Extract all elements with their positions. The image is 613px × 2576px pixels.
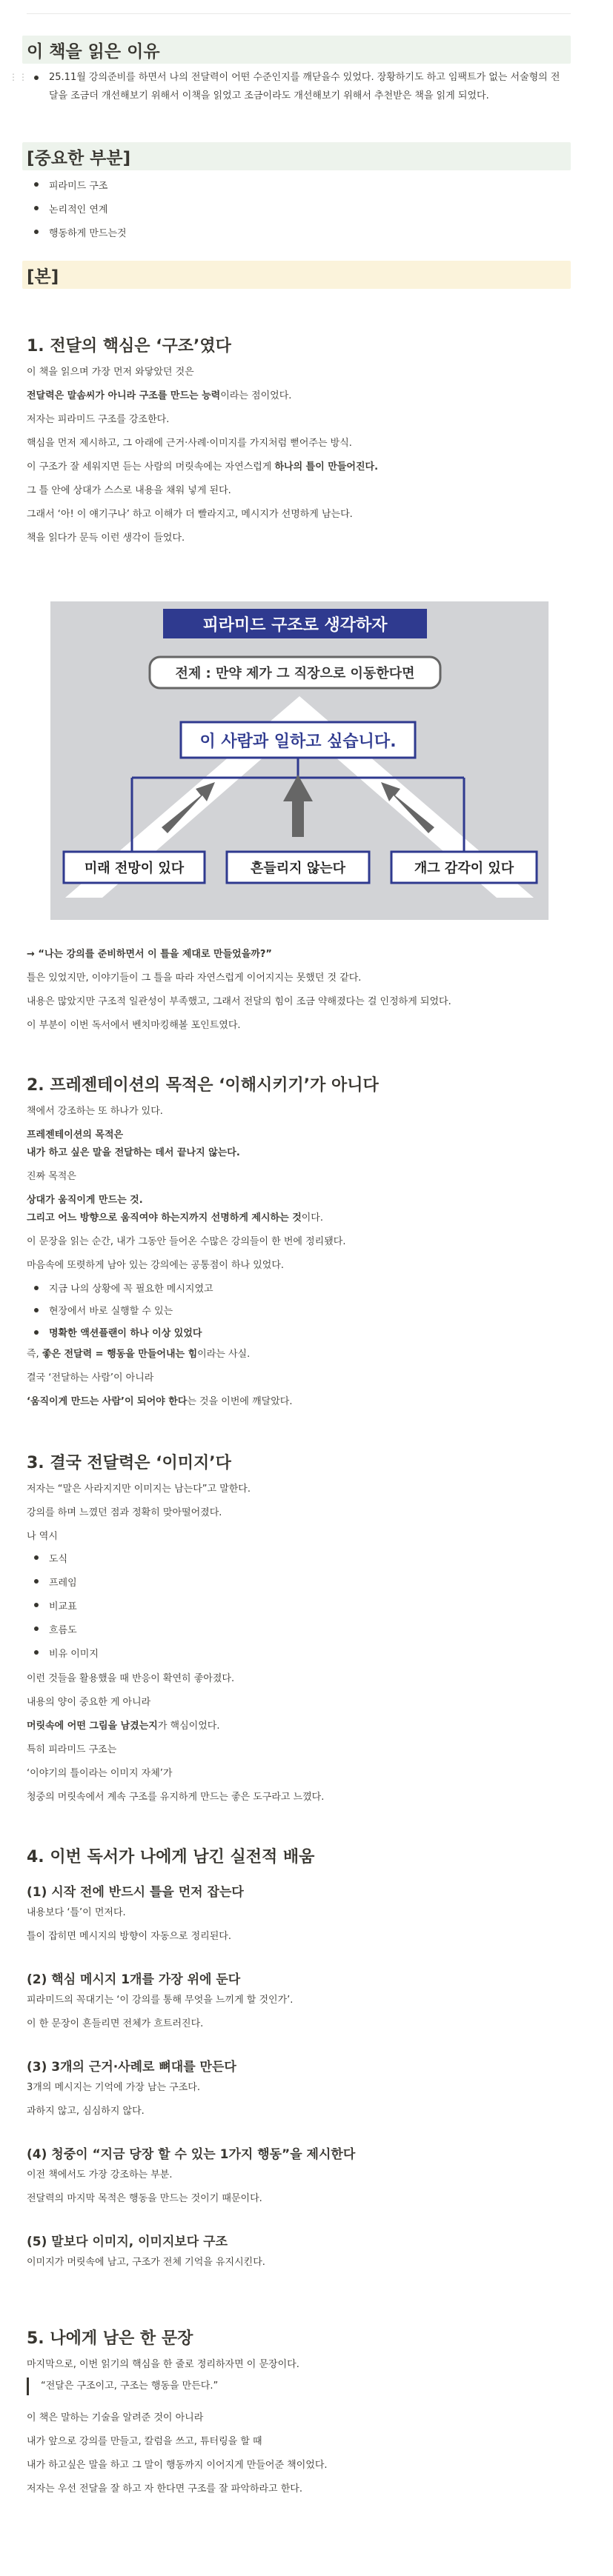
list-item: 논리적인 연계 <box>27 198 127 222</box>
list-item: 흐름도 <box>27 1619 99 1643</box>
list-item: 행동하게 만드는것 <box>27 222 127 246</box>
s2-line-6-bold: 그리고 어느 방향으로 움직여야 하는지까지 선명하게 제시하는 것 <box>27 1212 302 1224</box>
s3-line-6-bold: 머릿속에 어떤 그림을 남겼는지 <box>27 1721 158 1732</box>
pyramid-diagram-svg <box>50 601 549 920</box>
list-item: 현장에서 바로 실행할 수 있는 <box>27 1301 213 1323</box>
callout-body-title <box>22 261 571 289</box>
s4-sub-3: (3) 3개의 근거·사례로 뼈대를 만든다 <box>27 2060 236 2075</box>
top-divider <box>27 13 571 14</box>
reason-title: 이 책을 읽은 이유 <box>27 41 160 61</box>
s4-sub-4-line-1: 이전 책에서도 가장 강조하는 부분. <box>27 2169 173 2180</box>
s3-bullets <box>27 1548 99 1666</box>
premise-text: 전제 : 만약 제가 그 직장으로 이동한다면 <box>175 666 415 681</box>
s5-line-2: 이 책은 말하는 기술을 알려준 것이 아니라 <box>27 2412 204 2423</box>
reason-bullet: 25.11월 강의준비를 하면서 나의 전달력이 어떤 수준인지를 깨닫을수 있었다. 장황하기도 하고 임팩트가 없는 서술형의 전달을 조금더 개선해보기 위해서 이책을 읽었고 조금이라도 개선해보기 위해서 추천받은 책을 읽게 되었다. <box>27 68 560 105</box>
s3-line-7: 특히 피라미드 구조는 <box>27 1744 117 1755</box>
s3-line-5: 내용의 양이 중요한 게 아니라 <box>27 1697 151 1708</box>
s1-line-4: 핵심을 먼저 제시하고, 그 아래에 근거·사례·이미지를 가지처럼 뻗어주는 방식. <box>27 438 352 449</box>
s2-line-5: 상대가 움직이게 만드는 것. <box>27 1195 143 1206</box>
reason-text-2: 흔들리지 않는다 <box>251 861 345 876</box>
s4-sub-2-line-2: 이 한 문장이 흔들리면 전체가 흐트러진다. <box>27 2018 204 2029</box>
body-title: [본] <box>27 267 59 287</box>
s3-line-4: 이런 것들을 활용했을 때 반응이 확연히 좋아졌다. <box>27 1673 235 1684</box>
list-item: 피라미드 구조 <box>27 175 127 198</box>
pyramid-diagram-image <box>50 601 549 920</box>
callout-reason-title <box>22 36 571 64</box>
s1-line-7: 그래서 ‘아! 이 얘기구나’ 하고 이해가 더 빨라지고, 메시지가 선명하게 남는다. <box>27 509 353 520</box>
s4-sub-2-line-1: 피라미드의 꼭대기는 ‘이 강의를 통해 무엇을 느끼게 할 것인가’. <box>27 1995 294 2006</box>
s1-line-5 <box>27 461 571 474</box>
s1-line-2-rest: 이라는 점이었다. <box>220 390 292 401</box>
s2-line-8: 마음속에 또렷하게 남아 있는 강의에는 공통점이 하나 있었다. <box>27 1260 285 1271</box>
section-2-heading: 2. 프레젠테이션의 목적은 ‘이해시키기’가 아니다 <box>27 1076 379 1095</box>
s3-line-6 <box>27 1720 571 1733</box>
s2-line-6-rest: 이다. <box>301 1212 323 1224</box>
s4-sub-1-line-1: 내용보다 ‘틀’이 먼저다. <box>27 1907 126 1918</box>
s1-line-8: 책을 읽다가 문득 이런 생각이 들었다. <box>27 533 185 544</box>
after-line-3: 이 부분이 이번 독서에서 벤치마킹해볼 포인트였다. <box>27 1020 241 1031</box>
s2-line-3: 내가 하고 싶은 말을 전달하는 데서 끝나지 않는다. <box>27 1147 240 1158</box>
s2-line-1: 책에서 강조하는 또 하나가 있다. <box>27 1106 163 1117</box>
section-4-heading: 4. 이번 독서가 나에게 남긴 실전적 배움 <box>27 1848 315 1866</box>
s2-line-4: 진짜 목적은 <box>27 1171 76 1182</box>
list-item: 비유 이미지 <box>27 1643 99 1666</box>
s2-line-9 <box>27 1348 571 1361</box>
s2-line-2: 프레젠테이션의 목적은 <box>27 1129 124 1141</box>
s2-line-9-bold: 좋은 전달력 = 행동을 만들어내는 힘 <box>42 1349 198 1360</box>
s1-line-5-pre: 이 구조가 잘 세워지면 듣는 사람의 머릿속에는 자연스럽게 <box>27 461 275 473</box>
s4-sub-4-line-2: 전달력의 마지막 목적은 행동을 만드는 것이기 때문이다. <box>27 2193 262 2204</box>
section-5-heading: 5. 나에게 남은 한 문장 <box>27 2329 193 2348</box>
list-item: 도식 <box>27 1548 99 1572</box>
s4-sub-5: (5) 말보다 이미지, 이미지보다 구조 <box>27 2235 228 2249</box>
s2-line-11-rest: 는 것을 이번에 깨달았다. <box>187 1396 293 1407</box>
s1-line-1: 이 책을 읽으며 가장 먼저 와닿았던 것은 <box>27 367 194 378</box>
s1-line-2-bold: 전달력은 말솜씨가 아니라 구조를 만드는 능력 <box>27 390 221 401</box>
callout-important-title <box>22 142 571 170</box>
drag-handle-icon[interactable]: ⋮⋮ <box>9 72 28 82</box>
section-3-heading: 3. 결국 전달력은 ‘이미지’다 <box>27 1454 231 1472</box>
s3-line-6-rest: 가 핵심이었다. <box>157 1721 220 1732</box>
list-item: 지금 나의 상황에 꼭 필요한 메시지였고 <box>27 1278 213 1301</box>
list-item: 비교표 <box>27 1595 99 1619</box>
s2-line-11 <box>27 1395 571 1409</box>
s4-sub-2: (2) 핵심 메시지 1개를 가장 위에 둔다 <box>27 1972 241 1987</box>
s2-line-9-pre: 즉, <box>27 1349 42 1360</box>
s1-line-5-bold: 하나의 틀이 만들어진다. <box>274 461 379 473</box>
reason-text-1: 미래 전망이 있다 <box>84 861 185 876</box>
s2-line-11-bold: ‘움직이게 만드는 사람’이 되어야 한다 <box>27 1396 188 1407</box>
s1-line-2 <box>27 390 571 403</box>
s2-line-9-rest: 이라는 사실. <box>197 1349 251 1360</box>
important-list <box>27 175 127 246</box>
s4-sub-1: (1) 시작 전에 반드시 틀을 먼저 잡는다 <box>27 1885 244 1900</box>
s3-line-3: 나 역시 <box>27 1531 58 1542</box>
s5-quote: “전달은 구조이고, 구조는 행동을 만든다.” <box>27 2378 218 2395</box>
reason-list <box>27 68 560 105</box>
after-line-2: 내용은 많았지만 구조적 일관성이 부족했고, 그래서 전달의 힘이 조금 약해졌다는 걸 인정하게 되었다. <box>27 996 451 1007</box>
main-message-text: 이 사람과 일하고 싶습니다. <box>199 733 397 751</box>
banner-text: 피라미드 구조로 생각하자 <box>202 616 388 635</box>
s4-sub-3-line-1: 3개의 메시지는 기억에 가장 남는 구조다. <box>27 2082 200 2093</box>
s2-bullets <box>27 1278 213 1345</box>
s4-sub-1-line-2: 틀이 잡히면 메시지의 방향이 자동으로 정리된다. <box>27 1931 231 1942</box>
s4-sub-5-line-1: 이미지가 머릿속에 남고, 구조가 전체 기억을 유지시킨다. <box>27 2257 265 2268</box>
s5-line-1: 마지막으로, 이번 읽기의 핵심을 한 줄로 정리하자면 이 문장이다. <box>27 2359 299 2370</box>
s1-line-3: 저자는 피라미드 구조를 강조한다. <box>27 414 170 425</box>
s5-line-3: 내가 앞으로 강의를 만들고, 칼럼을 쓰고, 튜터링을 할 때 <box>27 2436 262 2447</box>
after-line-1: 틀은 있었지만, 이야기들이 그 틀을 따라 자연스럽게 이어지지는 못했던 것 같다. <box>27 972 362 984</box>
after-question: → “나는 강의를 준비하면서 이 틀을 제대로 만들었을까?” <box>27 949 272 960</box>
s5-line-5: 저자는 우선 전달을 잘 하고 자 한다면 구조를 잘 파악하라고 한다. <box>27 2483 302 2495</box>
list-item: 프레임 <box>27 1572 99 1595</box>
section-1-heading: 1. 전달의 핵심은 ‘구조’였다 <box>27 337 231 356</box>
s1-line-6: 그 틀 안에 상대가 스스로 내용을 채워 넣게 된다. <box>27 485 231 496</box>
s3-line-2: 강의를 하며 느꼈던 점과 정확히 맞아떨어졌다. <box>27 1507 222 1518</box>
important-title: [중요한 부분] <box>27 148 131 168</box>
s5-line-4: 내가 하고싶은 말을 하고 그 말이 행동까지 이어지게 만들어준 책이었다. <box>27 2460 328 2471</box>
s4-sub-4: (4) 청중이 “지금 당장 할 수 있는 1가지 행동”을 제시한다 <box>27 2147 356 2162</box>
list-item: 명확한 액션플랜이 하나 이상 있었다 <box>27 1323 213 1345</box>
s2-line-7: 이 문장을 읽는 순간, 내가 그동안 들어온 수많은 강의들이 한 번에 정리됐다. <box>27 1236 346 1247</box>
s3-line-1: 저자는 “말은 사라지지만 이미지는 남는다”고 말한다. <box>27 1484 251 1495</box>
reason-text-3: 개그 감각이 있다 <box>414 861 514 876</box>
s3-line-8: ‘이야기의 틀이라는 이미지 자체’가 <box>27 1768 173 1779</box>
s2-line-10: 결국 ‘전달하는 사람’이 아니라 <box>27 1372 154 1384</box>
s3-line-9: 청중의 머릿속에서 계속 구조를 유지하게 만드는 좋은 도구라고 느꼈다. <box>27 1792 325 1803</box>
s4-sub-3-line-2: 과하지 않고, 심심하지 않다. <box>27 2106 145 2117</box>
s2-line-6 <box>27 1212 571 1225</box>
